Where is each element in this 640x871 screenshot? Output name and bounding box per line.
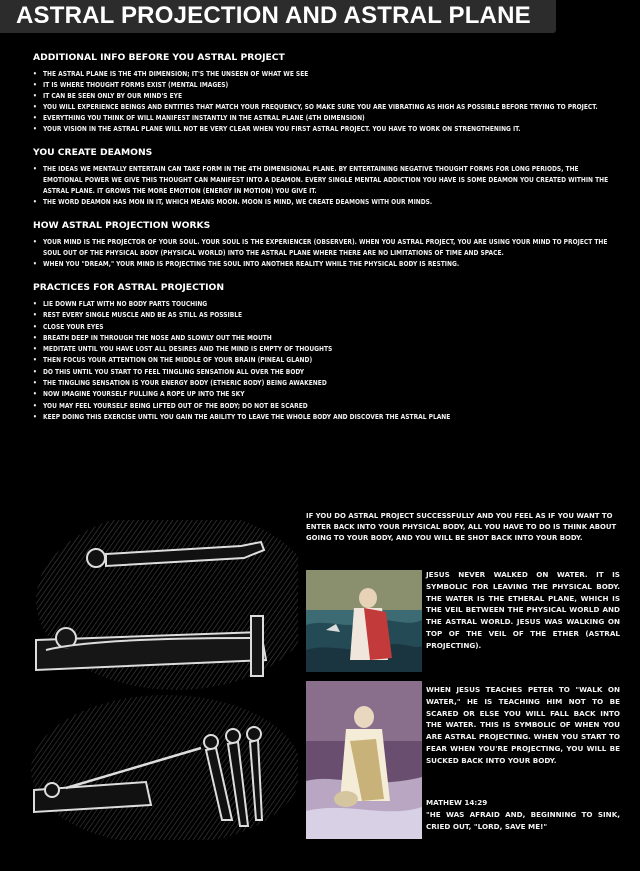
section-heading: YOU CREATE DEAMONS — [33, 147, 153, 158]
list-item: • YOU WILL EXPERIENCE BEINGS AND ENTITIES THAT MATCH YOUR FREQUENCY, SO MAKE SURE YOU ARE VIBRATING AS HIGH AS POSSIBLE BEFORE TRYING TO PROJECT. — [33, 102, 618, 113]
list-item: • DO THIS UNTIL YOU START TO FEEL TINGLING SENSATION ALL OVER THE BODY — [33, 367, 618, 378]
section-heading: ADDITIONAL INFO BEFORE YOU ASTRAL PROJECT — [33, 52, 285, 63]
list-item: • THE TINGLING SENSATION IS YOUR ENERGY BODY (ETHERIC BODY) BEING AWAKENED — [33, 378, 618, 389]
section-practices — [33, 282, 618, 423]
list-item: • THE ASTRAL PLANE IS THE 4TH DIMENSION; IT'S THE UNSEEN OF WHAT WE SEE — [33, 69, 618, 80]
walking-on-water-text: JESUS NEVER WALKED ON WATER. IT IS SYMBOLIC FOR LEAVING THE PHYSICAL BODY. THE WATER IS THE ETHERAL PLANE, WHICH IS THE VEIL BETWEEN THE PHYSICAL WORLD AND THE ASTRAL WORLD. JESUS WAS WALKING ON TOP OF THE VEIL OF THE ETHER (ASTRAL PROJECTING). — [426, 570, 620, 650]
verse-reference: MATHEW 14:29 — [426, 798, 488, 807]
list-item: • LIE DOWN FLAT WITH NO BODY PARTS TOUCHING — [33, 299, 618, 310]
bullet-list — [33, 69, 618, 135]
list-item: • REST EVERY SINGLE MUSCLE AND BE AS STILL AS POSSIBLE — [33, 310, 618, 321]
list-item: • IT CAN BE SEEN ONLY BY OUR MIND'S EYE — [33, 91, 618, 102]
list-item: • WHEN YOU "DREAM," YOUR MIND IS PROJECTING THE SOUL INTO ANOTHER REALITY WHILE THE PHYSICAL BODY IS RESTING. — [33, 259, 618, 270]
bible-verse — [426, 797, 620, 832]
list-item: • NOW IMAGINE YOURSELF PULLING A ROPE UP INTO THE SKY — [33, 389, 618, 400]
list-item: • YOUR MIND IS THE PROJECTOR OF YOUR SOUL. YOUR SOUL IS THE EXPERIENCER (OBSERVER). WHEN YOU ASTRAL PROJECT, YOU ARE USING YOUR MIND TO PROJECT THE SOUL OUT OF THE PHYSICAL BODY (PHYSICAL WORLD) INTO THE ASTRAL PLANE WHERE THERE ARE NO LIMITATIONS OF TIME AND SPACE. — [33, 237, 618, 259]
peter-teaching-text: WHEN JESUS TEACHES PETER TO "WALK ON WATER," HE IS TEACHING HIM NOT TO BE SCARED OR ELSE YOU WILL FALL BACK INTO THE WATER. THIS IS SYMBOLIC OF WHEN YOU ARE ASTRAL PROJECTING. WHEN YOU START TO FEAR WHEN YOU'RE PROJECTING, YOU WILL BE SUCKED BACK INTO YOUR BODY. — [426, 685, 620, 765]
illustration-svg — [26, 520, 298, 840]
page-title: ASTRAL PROJECTION AND ASTRAL PLANE — [16, 2, 531, 29]
list-item: • THE WORD DEAMON HAS MON IN IT, WHICH MEANS MOON. MOON IS MIND, WE CREATE DEAMONS WITH OUR MINDS. — [33, 197, 618, 208]
jesus-walking-on-water-painting — [306, 570, 422, 672]
list-item: • THE IDEAS WE MENTALLY ENTERTAIN CAN TAKE FORM IN THE 4TH DIMENSIONAL PLANE. BY ENTERTAINING NEGATIVE THOUGHT FORMS FOR LONG PERIODS, THE EMOTIONAL POWER WE GIVE THIS THOUGHT CAN MANIFEST INTO A DEAMON. EVERY SINGLE MENTAL ADDICTION YOU HAVE IS SOME DEAMON YOU CREATED WITHIN THE ASTRAL PLANE. IT GROWS THE MORE EMOTION (ENERGY IN MOTION) YOU GIVE IT. — [33, 164, 618, 197]
list-item: • THEN FOCUS YOUR ATTENTION ON THE MIDDLE OF YOUR BRAIN (PINEAL GLAND) — [33, 355, 618, 366]
list-item: • CLOSE YOUR EYES — [33, 322, 618, 333]
list-item: • IT IS WHERE THOUGHT FORMS EXIST (MENTAL IMAGES) — [33, 80, 618, 91]
list-item: • YOUR VISION IN THE ASTRAL PLANE WILL NOT BE VERY CLEAR WHEN YOU FIRST ASTRAL PROJECT. YOU HAVE TO WORK ON STRENGTHENING IT. — [33, 124, 618, 135]
jesus-and-peter-painting — [306, 681, 422, 839]
section-heading: HOW ASTRAL PROJECTION WORKS — [33, 220, 211, 231]
bullet-list — [33, 164, 618, 208]
verse-text: "HE WAS AFRAID AND, BEGINNING TO SINK, CRIED OUT, "LORD, SAVE ME!" — [426, 809, 620, 831]
list-item: • KEEP DOING THIS EXERCISE UNTIL YOU GAIN THE ABILITY TO LEAVE THE WHOLE BODY AND DISCOVER THE ASTRAL PLANE — [33, 412, 618, 423]
list-item: • EVERYTHING YOU THINK OF WILL MANIFEST INSTANTLY IN THE ASTRAL PLANE (4TH DIMENSION) — [33, 113, 618, 124]
bullet-list — [33, 237, 618, 270]
astral-projection-illustration — [26, 520, 298, 840]
list-item: • BREATH DEEP IN THROUGH THE NOSE AND SLOWLY OUT THE MOUTH — [33, 333, 618, 344]
return-to-body-text: IF YOU DO ASTRAL PROJECT SUCCESSFULLY AND YOU FEEL AS IF YOU WANT TO ENTER BACK INTO YOUR PHYSICAL BODY, ALL YOU HAVE TO DO IS THINK ABOUT GOING TO YOUR BODY, AND YOU WILL BE SHOT BACK INTO YOUR BODY. — [306, 512, 617, 542]
title-banner — [0, 0, 556, 33]
section-how-it-works — [33, 220, 618, 270]
section-create-deamons — [33, 147, 618, 208]
list-item: • YOU MAY FEEL YOURSELF BEING LIFTED OUT OF THE BODY; DO NOT BE SCARED — [33, 401, 618, 412]
section-heading: PRACTICES FOR ASTRAL PROJECTION — [33, 282, 225, 293]
section-additional-info — [33, 52, 618, 135]
list-item: • MEDITATE UNTIL YOU HAVE LOST ALL DESIRES AND THE MIND IS EMPTY OF THOUGHTS — [33, 344, 618, 355]
bullet-list — [33, 299, 618, 423]
main-content — [33, 52, 618, 435]
